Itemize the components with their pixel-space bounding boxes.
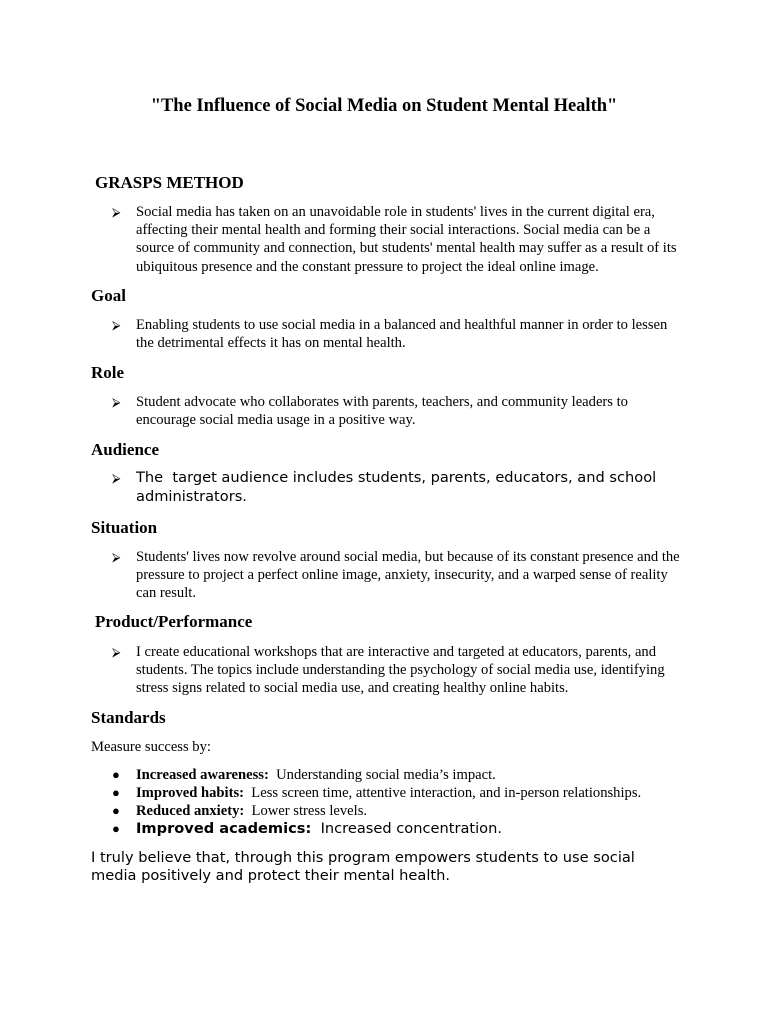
standard-label: Improved habits: (136, 785, 244, 801)
standard-text: Increased concentration. (320, 820, 502, 837)
heading-product-performance: Product/Performance (95, 612, 253, 631)
heading-standards: Standards (91, 708, 166, 727)
heading-role: Role (91, 363, 125, 382)
arrow-bullet-icon: ⮚ (112, 318, 121, 332)
arrow-bullet-icon: ⮚ (112, 205, 121, 219)
standard-text: Less screen time, attentive interaction, and in-person relationships. (251, 785, 642, 801)
heading-grasps-method: GRASPS METHOD (95, 173, 244, 192)
arrow-bullet-icon: ⮚ (112, 550, 121, 564)
standard-label: Increased awareness: (136, 767, 269, 783)
heading-situation: Situation (91, 518, 158, 537)
arrow-bullet-icon: ⮚ (112, 395, 121, 409)
bullet-text: Students' lives now revolve around social media, but because of its constant presence and the pressure to project a perfect online image, anxiety, insecurity, and a warped sense of reality can result. (136, 549, 680, 602)
arrow-bullet-icon: ⮚ (112, 645, 121, 659)
dot-bullet-icon: ● (112, 803, 120, 818)
standard-label: Reduced anxiety: (136, 803, 245, 819)
heading-audience: Audience (91, 440, 159, 459)
standard-text: Understanding social media’s impact. (276, 767, 496, 783)
closing-paragraph: I truly believe that, through this program empowers students to use social media positively and protect their mental health. (91, 849, 635, 884)
standard-text: Lower stress levels. (251, 803, 368, 819)
bullet-text: The target audience includes students, parents, educators, and school administrators. (136, 469, 661, 505)
dot-bullet-icon: ● (112, 767, 120, 782)
bullet-text: Enabling students to use social media in a balanced and healthful manner in order to lessen the detrimental effects it has on mental health. (136, 317, 668, 352)
dot-bullet-icon: ● (112, 821, 120, 836)
standard-label: Improved academics: (136, 820, 312, 837)
arrow-bullet-icon: ⮚ (112, 471, 121, 485)
dot-bullet-icon: ● (112, 785, 120, 800)
bullet-text: Student advocate who collaborates with parents, teachers, and community leaders to encourage social media usage in a positive way. (136, 394, 628, 429)
heading-goal: Goal (91, 286, 126, 305)
bullet-text: I create educational workshops that are interactive and targeted at educators, parents, and students. The topics include understanding the psychology of social media use, identifying stress signs related to social media use, and creating healthy online habits. (136, 644, 665, 697)
standards-intro: Measure success by: (91, 739, 211, 755)
document-title: "The Influence of Social Media on Student Mental Health" (150, 96, 618, 116)
bullet-text: Social media has taken on an unavoidable role in students' lives in the current digital era, affecting their mental health and forming their social interactions. Social media can be a source of community and connection, but students' mental health may suffer as a result of its ubiquitous presence and the constant pressure to project the ideal online image. (136, 204, 677, 275)
